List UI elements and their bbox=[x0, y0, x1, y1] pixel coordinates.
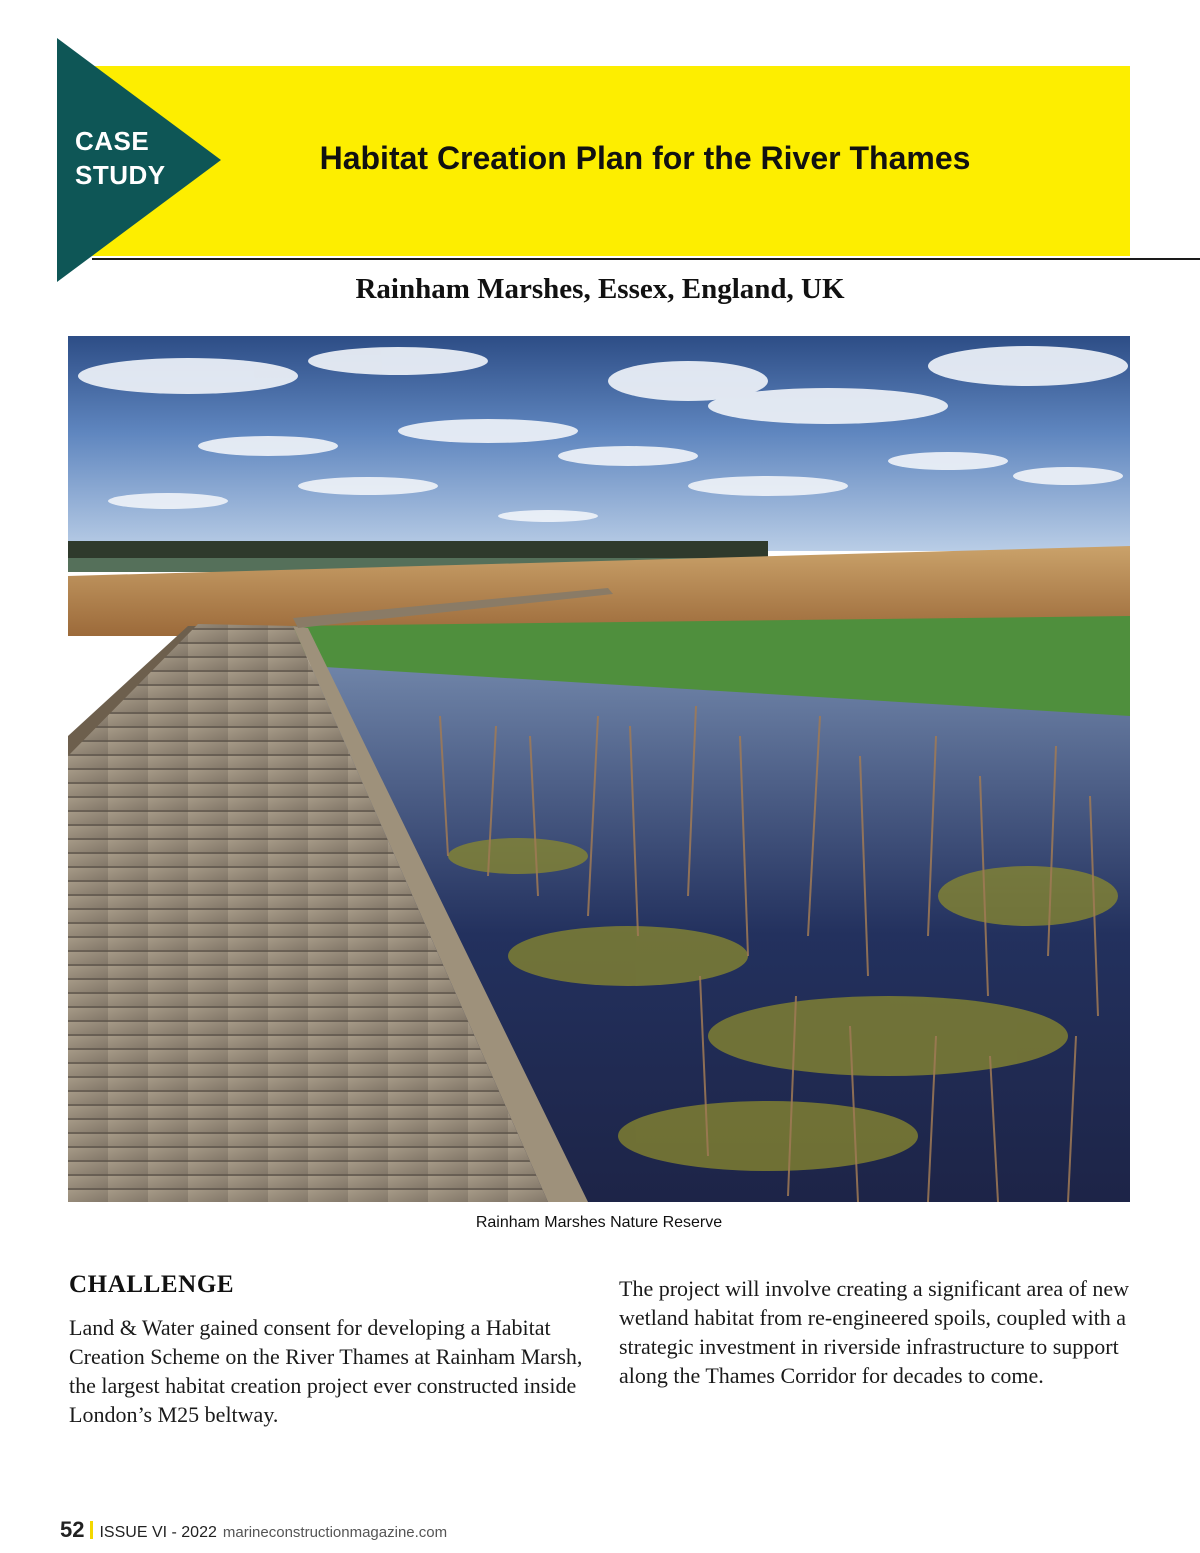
tag-line-2: STUDY bbox=[75, 160, 166, 190]
paragraph-left: Land & Water gained consent for developing a Habitat Creation Scheme on the River Thames at Rainham Marsh, the largest habitat creation project ever constructed inside London’s M25 beltway. bbox=[69, 1315, 583, 1427]
page-title: Habitat Creation Plan for the River Thames bbox=[319, 140, 971, 176]
issue-label: ISSUE VI - 2022 bbox=[99, 1524, 217, 1541]
banner-rule bbox=[92, 258, 1200, 260]
footer-divider bbox=[90, 1521, 93, 1539]
website-link[interactable]: marineconstructionmagazine.com bbox=[222, 1524, 448, 1541]
page-number: 52 bbox=[60, 1517, 85, 1542]
challenge-continued bbox=[619, 1274, 1139, 1390]
case-study-label bbox=[75, 124, 195, 192]
challenge-section bbox=[69, 1271, 589, 1429]
tag-line-1: CASE bbox=[75, 126, 150, 156]
marsh-boardwalk-photo bbox=[68, 336, 1130, 1202]
section-heading: CHALLENGE bbox=[69, 1271, 235, 1298]
paragraph-right: The project will involve creating a significant area of new wetland habitat from re-engineered spoils, coupled with a strategic investment in riverside infrastructure to support along the Thames Corridor for decades to come. bbox=[619, 1276, 1130, 1388]
page-footer bbox=[60, 1517, 447, 1543]
location-subtitle: Rainham Marshes, Essex, England, UK bbox=[355, 273, 845, 305]
photo-caption: Rainham Marshes Nature Reserve bbox=[475, 1214, 723, 1231]
